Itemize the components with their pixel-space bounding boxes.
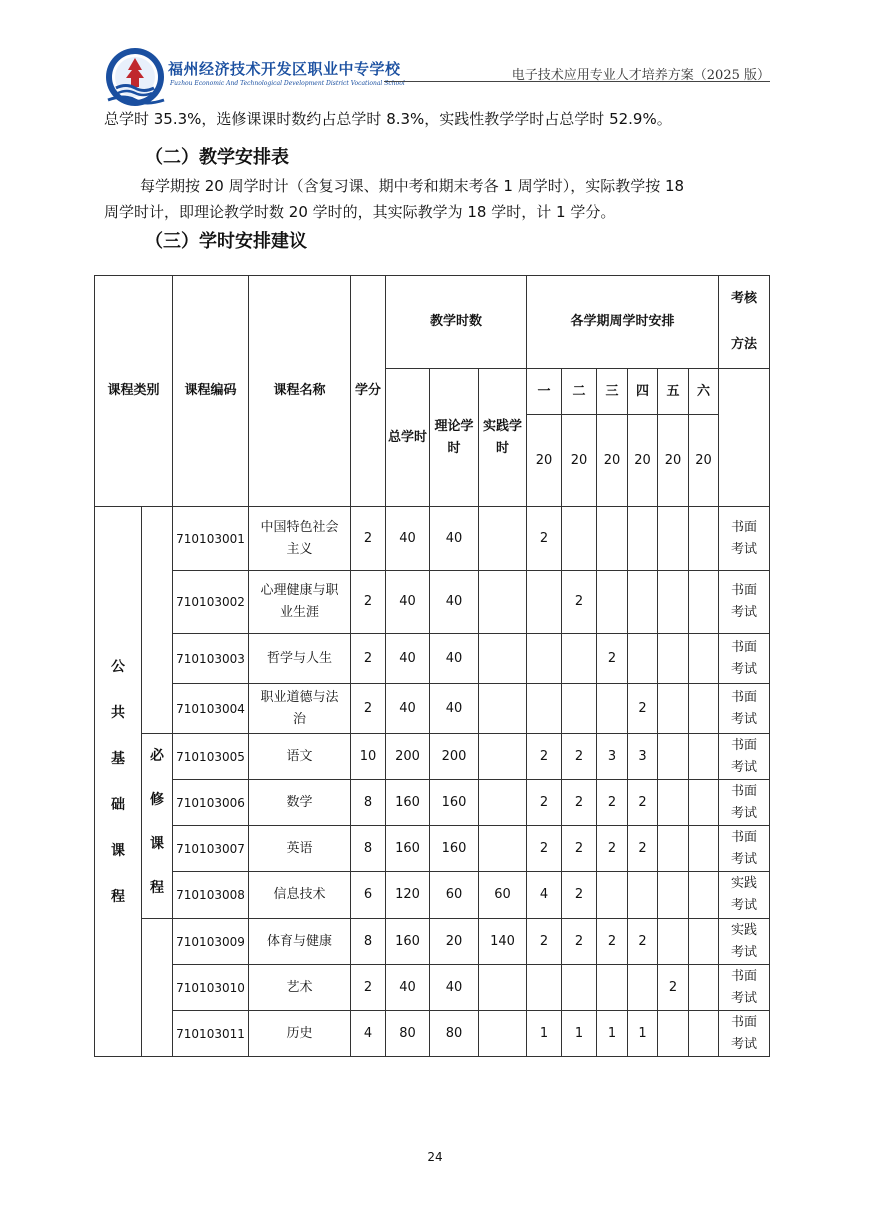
semester-5-hours-cell [658, 780, 689, 826]
school-name-cn: 福州经济技术开发区职业中专学校 [168, 60, 401, 78]
assessment-line: 书面 [731, 737, 758, 753]
semester-2-hours-cell: 2 [562, 571, 597, 634]
theory-hours-cell: 40 [430, 684, 479, 734]
semester-3-hours-cell [597, 571, 628, 634]
table-row [95, 684, 770, 734]
header-teaching-hours: 教学时数 [386, 276, 527, 369]
course-code-cell: 710103007 [173, 826, 249, 872]
assessment-line: 实践 [731, 876, 758, 891]
course-name-line: 主义 [286, 541, 313, 557]
assessment-cell [719, 1011, 770, 1057]
semester-3-hours-cell: 2 [597, 634, 628, 684]
semester-6-hours-cell [689, 919, 719, 965]
credits-cell: 2 [351, 634, 386, 684]
practice-hours-cell [479, 571, 527, 634]
semester-3-hours-cell [597, 965, 628, 1011]
category-sub-cell [142, 507, 173, 734]
category-main-char: 础 [111, 796, 125, 813]
semester-2-hours-cell [562, 684, 597, 734]
total-hours-cell: 200 [386, 734, 430, 780]
course-name-cell [249, 919, 351, 965]
total-hours-cell: 40 [386, 684, 430, 734]
assessment-line: 书面 [731, 783, 758, 799]
semester-1-hours-cell: 1 [527, 1011, 562, 1057]
school-name-en: Fuzhou Economic And Technological Development District Vocational School [170, 80, 405, 87]
header-course-category: 课程类别 [95, 276, 173, 507]
semester-5-hours-cell: 2 [658, 965, 689, 1011]
credits-cell: 2 [351, 684, 386, 734]
semester-3-hours-cell: 1 [597, 1011, 628, 1057]
semester-3-hours-cell [597, 684, 628, 734]
semester-3-hours-cell [597, 872, 628, 919]
table-row [95, 965, 770, 1011]
assessment-line: 书面 [731, 829, 758, 845]
course-name-line: 艺术 [286, 979, 313, 995]
semester-2-hours-cell: 2 [562, 826, 597, 872]
header-weeks-4: 20 [628, 415, 658, 507]
semester-3-hours-cell: 2 [597, 780, 628, 826]
semester-3-hours-cell: 2 [597, 826, 628, 872]
course-code-cell: 710103011 [173, 1011, 249, 1057]
semester-2-hours-cell: 2 [562, 872, 597, 919]
header-credits: 学分 [351, 276, 386, 507]
assessment-cell [719, 965, 770, 1011]
practice-hours-cell [479, 965, 527, 1011]
category-sub-char: 修 [150, 792, 164, 808]
credits-cell: 2 [351, 571, 386, 634]
semester-5-hours-cell [658, 734, 689, 780]
semester-3-hours-cell: 2 [597, 919, 628, 965]
header-divider [384, 81, 770, 82]
course-name-line: 数学 [286, 794, 313, 810]
category-sub-cell [142, 734, 173, 919]
total-hours-cell: 40 [386, 634, 430, 684]
theory-hours-cell: 20 [430, 919, 479, 965]
header-semester-2: 二 [562, 369, 597, 415]
course-name-cell [249, 684, 351, 734]
header-weeks-5: 20 [658, 415, 689, 507]
header-semester-3: 三 [597, 369, 628, 415]
category-main-char: 公 [111, 658, 125, 675]
category-sub-char: 程 [150, 880, 164, 896]
semester-4-hours-cell: 1 [628, 1011, 658, 1057]
semester-1-hours-cell: 2 [527, 826, 562, 872]
course-name-cell [249, 507, 351, 571]
semester-4-hours-cell: 2 [628, 684, 658, 734]
course-name-cell [249, 872, 351, 919]
semester-1-hours-cell: 2 [527, 507, 562, 571]
semester-1-hours-cell [527, 571, 562, 634]
course-name-line: 心理健康与职 [260, 583, 339, 598]
header-assessment: 考核 方法 [719, 276, 770, 369]
header-semester-6: 六 [689, 369, 719, 415]
course-name-line: 职业道德与法 [260, 689, 339, 705]
school-logo-icon [104, 46, 166, 108]
assessment-line: 书面 [731, 689, 758, 705]
semester-5-hours-cell [658, 684, 689, 734]
document-title: 电子技术应用专业人才培养方案（2025 版） [511, 68, 770, 83]
semester-2-hours-cell: 1 [562, 1011, 597, 1057]
header-semester-arrangement: 各学期周学时安排 [527, 276, 719, 369]
header-semester-4: 四 [628, 369, 658, 415]
table-row [95, 734, 770, 780]
semester-1-hours-cell [527, 965, 562, 1011]
course-name-line: 历史 [286, 1025, 313, 1041]
semester-5-hours-cell [658, 634, 689, 684]
assessment-line: 考试 [731, 851, 758, 867]
semester-3-hours-cell [597, 507, 628, 571]
total-hours-cell: 120 [386, 872, 430, 919]
course-name-line: 信息技术 [273, 887, 326, 902]
credits-cell: 6 [351, 872, 386, 919]
theory-hours-cell: 60 [430, 872, 479, 919]
practice-hours-cell [479, 826, 527, 872]
assessment-line: 书面 [731, 1014, 758, 1030]
semester-6-hours-cell [689, 634, 719, 684]
assessment-line: 考试 [731, 711, 758, 727]
course-name-line: 业生涯 [280, 605, 320, 620]
semester-4-hours-cell: 2 [628, 826, 658, 872]
credits-cell: 4 [351, 1011, 386, 1057]
semester-6-hours-cell [689, 780, 719, 826]
header-semester-5: 五 [658, 369, 689, 415]
assessment-line: 书面 [731, 968, 758, 984]
semester-2-hours-cell: 2 [562, 734, 597, 780]
course-name-cell [249, 965, 351, 1011]
semester-1-hours-cell: 2 [527, 734, 562, 780]
credits-cell: 2 [351, 507, 386, 571]
assessment-cell [719, 571, 770, 634]
header-assessment-blank [719, 369, 770, 507]
credits-cell: 10 [351, 734, 386, 780]
course-code-cell: 710103003 [173, 634, 249, 684]
theory-hours-cell: 40 [430, 634, 479, 684]
course-code-cell: 710103008 [173, 872, 249, 919]
semester-3-hours-cell: 3 [597, 734, 628, 780]
practice-hours-cell [479, 780, 527, 826]
paragraph-line: 每学期按 20 周学时计（含复习课、期中考和期末考各 1 周学时），实际教学按 18 [140, 177, 685, 195]
header-total-hours: 总学时 [386, 369, 430, 507]
page-header [104, 44, 770, 110]
assessment-line: 书面 [731, 519, 758, 535]
theory-hours-cell: 40 [430, 571, 479, 634]
table-row [95, 919, 770, 965]
course-code-cell: 710103002 [173, 571, 249, 634]
semester-1-hours-cell: 2 [527, 780, 562, 826]
practice-hours-cell [479, 507, 527, 571]
assessment-line: 书面 [731, 639, 758, 655]
credits-cell: 8 [351, 919, 386, 965]
semester-1-hours-cell [527, 684, 562, 734]
semester-1-hours-cell [527, 634, 562, 684]
header-practice-hours: 实践学时 [479, 369, 527, 507]
assessment-cell [719, 734, 770, 780]
header-weeks-2: 20 [562, 415, 597, 507]
course-name-line: 治 [293, 711, 307, 727]
assessment-line: 考试 [731, 990, 758, 1006]
semester-1-hours-cell: 2 [527, 919, 562, 965]
semester-6-hours-cell [689, 826, 719, 872]
credits-cell: 8 [351, 780, 386, 826]
theory-hours-cell: 160 [430, 826, 479, 872]
total-hours-cell: 160 [386, 780, 430, 826]
course-schedule-table [94, 275, 770, 1057]
semester-5-hours-cell [658, 872, 689, 919]
assessment-cell [719, 780, 770, 826]
course-name-line: 英语 [286, 840, 313, 856]
category-sub-char: 课 [150, 836, 164, 852]
course-code-cell: 710103006 [173, 780, 249, 826]
theory-hours-cell: 80 [430, 1011, 479, 1057]
semester-6-hours-cell [689, 571, 719, 634]
assessment-line: 考试 [731, 661, 758, 677]
header-course-name: 课程名称 [249, 276, 351, 507]
semester-2-hours-cell [562, 634, 597, 684]
semester-5-hours-cell [658, 1011, 689, 1057]
semester-4-hours-cell: 3 [628, 734, 658, 780]
practice-hours-cell [479, 684, 527, 734]
course-code-cell: 710103010 [173, 965, 249, 1011]
course-name-line: 中国特色社会 [260, 519, 339, 535]
total-hours-cell: 40 [386, 571, 430, 634]
header-weeks-3: 20 [597, 415, 628, 507]
course-name-cell [249, 634, 351, 684]
practice-hours-cell: 60 [479, 872, 527, 919]
table-row [95, 872, 770, 919]
course-name-cell [249, 780, 351, 826]
assessment-cell [719, 634, 770, 684]
semester-6-hours-cell [689, 734, 719, 780]
course-code-cell: 710103005 [173, 734, 249, 780]
total-hours-cell: 160 [386, 826, 430, 872]
practice-hours-cell: 140 [479, 919, 527, 965]
semester-6-hours-cell [689, 507, 719, 571]
semester-5-hours-cell [658, 826, 689, 872]
category-main-cell [95, 507, 142, 1057]
semester-6-hours-cell [689, 1011, 719, 1057]
course-code-cell: 710103004 [173, 684, 249, 734]
credits-cell: 8 [351, 826, 386, 872]
semester-2-hours-cell [562, 965, 597, 1011]
semester-4-hours-cell [628, 965, 658, 1011]
semester-5-hours-cell [658, 571, 689, 634]
course-name-cell [249, 734, 351, 780]
course-name-line: 语文 [286, 748, 313, 764]
table-row [95, 1011, 770, 1057]
total-hours-cell: 160 [386, 919, 430, 965]
semester-4-hours-cell: 2 [628, 780, 658, 826]
theory-hours-cell: 40 [430, 507, 479, 571]
course-name-cell [249, 1011, 351, 1057]
category-sub-char: 必 [150, 748, 164, 764]
table-row [95, 780, 770, 826]
total-hours-cell: 40 [386, 965, 430, 1011]
course-code-cell: 710103001 [173, 507, 249, 571]
course-name-cell [249, 571, 351, 634]
assessment-line: 考试 [731, 759, 758, 775]
semester-2-hours-cell: 2 [562, 780, 597, 826]
assessment-line: 考试 [731, 944, 758, 960]
practice-hours-cell [479, 634, 527, 684]
semester-5-hours-cell [658, 919, 689, 965]
semester-6-hours-cell [689, 684, 719, 734]
table-row [95, 507, 770, 571]
total-hours-cell: 40 [386, 507, 430, 571]
table-row [95, 634, 770, 684]
category-main-char: 基 [111, 750, 125, 767]
assessment-line: 考试 [731, 898, 758, 913]
semester-2-hours-cell: 2 [562, 919, 597, 965]
assessment-cell [719, 872, 770, 919]
assessment-line: 考试 [731, 605, 758, 620]
semester-1-hours-cell: 4 [527, 872, 562, 919]
header-course-code: 课程编码 [173, 276, 249, 507]
assessment-line: 考试 [731, 541, 758, 557]
semester-4-hours-cell [628, 872, 658, 919]
assessment-line: 考试 [731, 1036, 758, 1052]
header-semester-1: 一 [527, 369, 562, 415]
header-theory-hours: 理论学时 [430, 369, 479, 507]
assessment-cell [719, 919, 770, 965]
semester-4-hours-cell [628, 634, 658, 684]
practice-hours-cell [479, 734, 527, 780]
course-name-cell [249, 826, 351, 872]
theory-hours-cell: 40 [430, 965, 479, 1011]
semester-5-hours-cell [658, 507, 689, 571]
total-hours-cell: 80 [386, 1011, 430, 1057]
table-row [95, 571, 770, 634]
semester-6-hours-cell [689, 872, 719, 919]
header-weeks-1: 20 [527, 415, 562, 507]
assessment-cell [719, 507, 770, 571]
paragraph-line: 周学时计，即理论教学时数 20 学时的，其实际教学为 18 学时，计 1 学分。 [104, 203, 616, 221]
category-main-char: 程 [111, 888, 125, 905]
semester-2-hours-cell [562, 507, 597, 571]
theory-hours-cell: 200 [430, 734, 479, 780]
header-weeks-6: 20 [689, 415, 719, 507]
table-row [95, 826, 770, 872]
paragraph-line: 总学时 35.3%，选修课课时数约占总学时 8.3%，实践性教学学时占总学时 52.9%。 [104, 110, 672, 128]
category-main-char: 课 [111, 842, 125, 859]
assessment-cell [719, 684, 770, 734]
course-code-cell: 710103009 [173, 919, 249, 965]
credits-cell: 2 [351, 965, 386, 1011]
category-main-char: 共 [111, 704, 125, 721]
assessment-line: 实践 [731, 922, 758, 938]
assessment-line: 书面 [731, 583, 758, 598]
section-heading-teaching-schedule: （二）教学安排表 [145, 147, 289, 168]
assessment-cell [719, 826, 770, 872]
assessment-line: 考试 [731, 805, 758, 821]
category-sub-cell [142, 919, 173, 1057]
semester-6-hours-cell [689, 965, 719, 1011]
course-name-line: 哲学与人生 [267, 650, 333, 666]
course-name-line: 体育与健康 [267, 933, 333, 949]
semester-4-hours-cell [628, 507, 658, 571]
semester-4-hours-cell [628, 571, 658, 634]
page-number: 24 [427, 1150, 443, 1164]
section-heading-hours-suggestion: （三）学时安排建议 [145, 231, 307, 252]
semester-4-hours-cell: 2 [628, 919, 658, 965]
practice-hours-cell [479, 1011, 527, 1057]
theory-hours-cell: 160 [430, 780, 479, 826]
